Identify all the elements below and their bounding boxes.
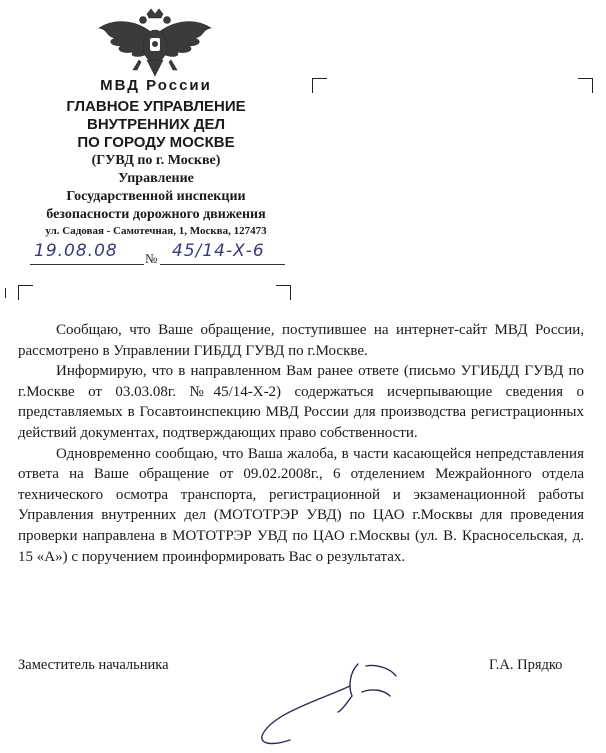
ministry-name: МВД России	[100, 77, 212, 94]
handwritten-signature	[250, 652, 420, 752]
date-underline	[30, 264, 144, 265]
subject-corner-top-right	[276, 285, 291, 300]
margin-tick	[5, 288, 6, 298]
paragraph-3: Одновременно сообщаю, что Ваша жалоба, в части касающейся непредставления ответа на Ваше обращение от 09.02.2008г., 6 отделением Межрайонного отдела технического осмотра транспорта, регистрационной и экзаменационной работы Управления внутренних дел (МОТОТРЭР УВД) по ЦАО г.Москвы для проведения проверки направлена в МОТОТРЭР УВД по ЦАО г.Москвы (ул. В. Красносельская, д. 15 «А») с поручением проинформировать Вас о результатах.	[18, 445, 584, 565]
date-handwritten: 19.08.08	[34, 241, 118, 261]
department-line-1: Управление	[118, 171, 194, 186]
department-line-3: безопасности дорожного движения	[46, 207, 266, 222]
number-underline	[160, 264, 285, 265]
main-department-line-2: ВНУТРЕННИХ ДЕЛ	[86, 116, 225, 133]
signatory-title: Заместитель начальника	[18, 657, 169, 673]
main-department-line-1: ГЛАВНОЕ УПРАВЛЕНИЕ	[66, 98, 246, 115]
double-headed-eagle-icon	[95, 8, 215, 80]
main-department-line-3: ПО ГОРОДУ МОСКВЕ	[77, 134, 235, 151]
number-label: №	[145, 251, 158, 266]
subject-corner-top-left	[18, 285, 33, 300]
address: ул. Садовая - Самотечная, 1, Москва, 127473	[45, 225, 267, 237]
paragraph-2: Информирую, что в направленном Вам ранее ответе (письмо УГИБДД ГУВД по г.Москве от 03.03.08г. №45/14-Х-2) содержаться исчерпывающие сведения о представляемых в Госавтоинспекцию МВД России для производства регистрационных действий документах, подтверждающих право собственности.	[18, 363, 584, 441]
address-corner-top-left	[312, 78, 327, 93]
letter-body	[18, 320, 584, 567]
number-handwritten: 45/14-Х-6	[172, 241, 265, 261]
signatory-name: Г.А. Прядко	[489, 657, 563, 673]
address-corner-top-right	[578, 78, 593, 93]
paragraph-1: Сообщаю, что Ваше обращение, поступившее на интернет-сайт МВД России, рассмотрено в Управлении ГИБДД ГУВД по г.Москве.	[18, 322, 584, 359]
department-line-2: Государственной инспекции	[66, 189, 246, 204]
main-department-short: (ГУВД по г. Москве)	[91, 153, 221, 168]
letterhead-block	[30, 77, 282, 239]
